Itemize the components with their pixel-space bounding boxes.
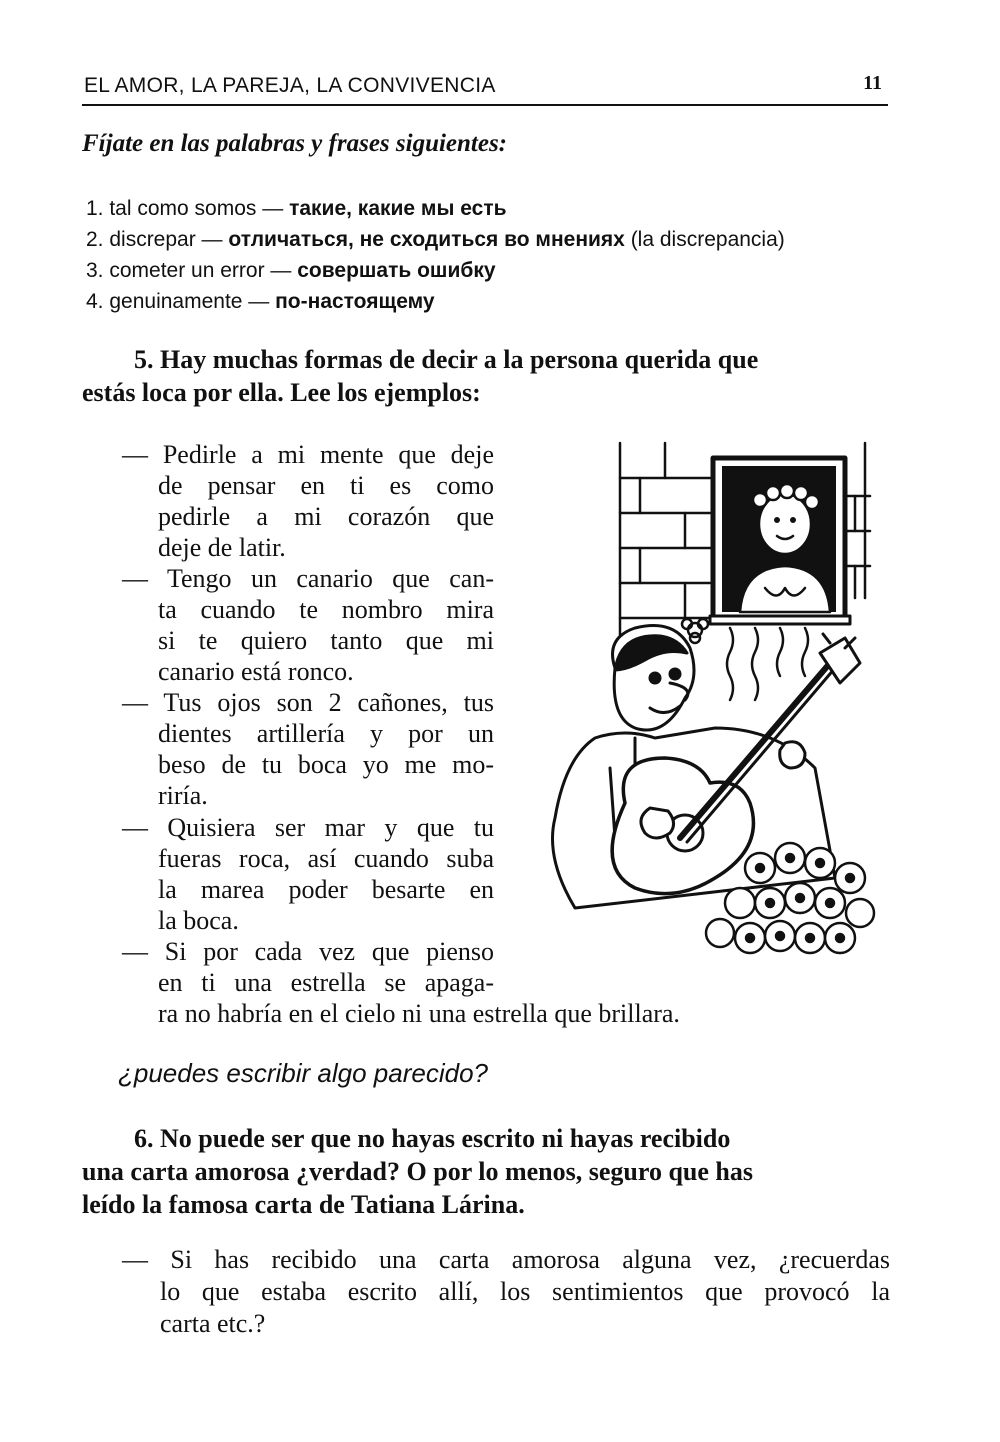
heading-line: 6. No puede ser que no hayas escrito ni hayas recibido [134, 1124, 731, 1153]
example-line: beso de tu boca yo me mo- [158, 750, 494, 779]
heading-line: una carta amorosa ¿verdad? O por lo menos, seguro que has [82, 1157, 753, 1186]
serenade-illustration [515, 438, 880, 963]
vocabulary-list [86, 193, 785, 317]
vocabulary-title: Fíjate en las palabras y frases siguientes: [82, 130, 508, 157]
vocab-ru: совершать ошибку [297, 259, 496, 282]
heading-line: estás loca por ella. Lee los ejemplos: [82, 378, 481, 407]
vocab-ru: отличаться, не сходиться во мнениях [228, 228, 625, 251]
vocab-es: 4. genuinamente — [86, 290, 276, 313]
example-line: ta cuando te nombro mira [158, 595, 494, 624]
vocab-ru: такие, какие мы есть [289, 197, 507, 220]
vocab-es: 1. tal como somos — [86, 197, 290, 220]
exercise-5-heading [82, 343, 892, 409]
page-number: 11 [863, 72, 882, 94]
example-line: la marea poder besarte en [158, 875, 494, 904]
exercise-6-heading [82, 1122, 892, 1221]
example-line: ra no habría en el cielo ni una estrella que brillara. [158, 999, 680, 1028]
running-header [82, 72, 888, 106]
hanging-vines [727, 628, 808, 700]
example-line: riría. [158, 781, 208, 810]
example-line: la boca. [158, 906, 239, 935]
heading-line: leído la famosa carta de Tatiana Lárina. [82, 1190, 525, 1219]
question-prompt: ¿puedes escribir algo parecido? [118, 1058, 488, 1088]
vocab-es: 2. discrepar — [86, 228, 229, 251]
list-item [86, 255, 785, 286]
example-line: fueras roca, así cuando suba [158, 844, 494, 873]
example-line: dientes artillería y por un [158, 719, 494, 748]
example-line: deje de latir. [158, 533, 286, 562]
bullet-line: — Si has recibido una carta amorosa alguna vez, ¿recuerdas [122, 1245, 890, 1274]
example-line: — Si por cada vez que pienso [122, 937, 494, 966]
example-line: — Pedirle a mi mente que deje [122, 440, 494, 469]
list-item [86, 224, 785, 255]
example-line: de pensar en ti es como [158, 471, 494, 500]
example-line: si te quiero tanto que mi [158, 626, 494, 655]
example-line: — Tengo un canario que can- [122, 564, 494, 593]
example-line: en ti una estrella se apaga- [158, 968, 494, 997]
example-line: pedirle a mi corazón que [158, 502, 494, 531]
example-line: canario está ronco. [158, 657, 354, 686]
bullet-line: carta etc.? [160, 1309, 266, 1338]
vocab-ru: по-настоящему [275, 290, 435, 313]
vocab-es: 3. cometer un error — [86, 259, 298, 282]
heading-line: 5. Hay muchas formas de decir a la persona querida que [134, 345, 759, 374]
header-title: EL AMOR, LA PAREJA, LA CONVIVENCIA [84, 74, 496, 97]
example-line: — Tus ojos son 2 cañones, tus [122, 688, 494, 717]
example-line: — Quisiera ser mar y que tu [122, 813, 494, 842]
vocab-extra: (la discrepancia) [624, 228, 785, 251]
list-item [86, 193, 785, 224]
bullet-line: lo que estaba escrito allí, los sentimientos que provocó la [160, 1277, 890, 1306]
list-item [86, 286, 785, 317]
